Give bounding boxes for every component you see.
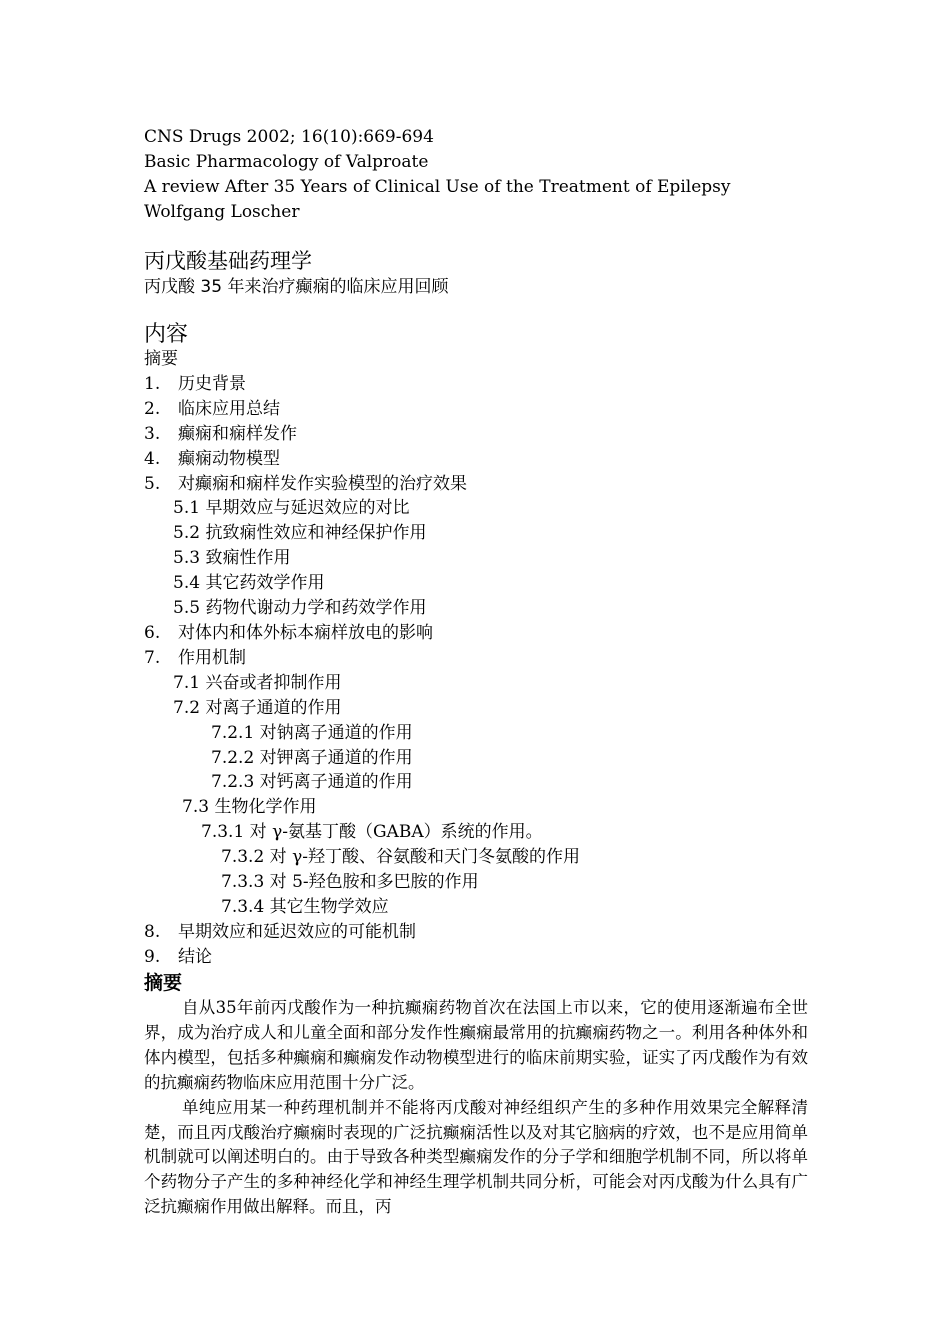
toc-number: 8.	[144, 921, 161, 942]
toc-item	[144, 472, 580, 497]
abstract-body	[144, 996, 808, 1220]
toc-subsubitem: 7.3.4 其它生物学效应	[221, 896, 389, 917]
toc-item	[144, 646, 580, 671]
toc-number: 7.	[144, 647, 161, 668]
toc-label: 对癫痫和痫样发作实验模型的治疗效果	[178, 473, 467, 494]
abstract-heading: 摘要	[144, 972, 183, 994]
toc-item	[144, 422, 580, 447]
toc-label: 结论	[178, 946, 212, 967]
toc-label: 临床应用总结	[178, 398, 280, 419]
toc-subitem: 7.3 生物化学作用	[182, 797, 317, 818]
toc-number: 1.	[144, 373, 161, 394]
article-title: Basic Pharmacology of Valproate	[144, 152, 429, 172]
toc-label: 对体内和体外标本痫样放电的影响	[178, 622, 433, 643]
toc-number: 3.	[144, 423, 161, 444]
abstract-paragraph: 单纯应用某一种药理机制并不能将丙戊酸对神经组织产生的多种作用效果完全解释清楚，而且丙戊酸治疗癫痫时表现的广泛抗癫痫活性以及对其它脑病的疗效，也不是应用简单机制就可以阐述明白的。由于导致各种类型癫痫发作的分子学和细胞学机制不同，所以将单个药物分子产生的多种神经化学和神经生理学机制共同分析，可能会对丙戊酸为什么具有广泛抗癫痫作用做出解释。而且，丙	[144, 1097, 808, 1217]
toc-item	[144, 920, 580, 945]
table-of-contents	[144, 347, 580, 970]
toc-item	[144, 621, 580, 646]
toc-subitem: 5.2 抗致痫性效应和神经保护作用	[173, 523, 427, 544]
toc-subsubitem: 7.2.1 对钠离子通道的作用	[211, 722, 413, 743]
toc-subitem: 5.1 早期效应与延迟效应的对比	[173, 498, 410, 519]
toc-subsubitem: 7.3.2 对 γ-羟丁酸、谷氨酸和天门冬氨酸的作用	[221, 847, 580, 868]
toc-item	[144, 347, 580, 372]
toc-subsubitem: 7.2.2 对钾离子通道的作用	[211, 747, 413, 768]
toc-heading: 内容	[144, 322, 189, 347]
toc-item	[144, 447, 580, 472]
toc-subitem: 5.4 其它药效学作用	[173, 573, 325, 594]
reference-block	[144, 125, 730, 225]
toc-item	[144, 372, 580, 397]
article-subtitle: A review After 35 Years of Clinical Use of the Treatment of Epilepsy	[144, 177, 731, 197]
toc-label: 历史背景	[178, 373, 246, 394]
toc-label: 癫痫动物模型	[178, 448, 280, 469]
toc-number: 9.	[144, 946, 161, 967]
chinese-subtitle: 丙戊酸 35 年来治疗癫痫的临床应用回顾	[144, 277, 449, 297]
toc-label: 摘要	[144, 349, 178, 369]
toc-subitem: 5.5 药物代谢动力学和药效学作用	[173, 598, 427, 619]
toc-subitem: 5.3 致痫性作用	[173, 548, 291, 569]
toc-item	[144, 945, 580, 970]
chinese-title: 丙戊酸基础药理学	[144, 249, 312, 273]
toc-number: 4.	[144, 448, 161, 469]
toc-number: 2.	[144, 398, 161, 419]
toc-label: 作用机制	[178, 647, 246, 668]
toc-label: 早期效应和延迟效应的可能机制	[178, 921, 416, 942]
toc-subsubitem: 7.3.1 对 γ-氨基丁酸（GABA）系统的作用。	[201, 822, 543, 843]
article-author: Wolfgang Loscher	[144, 202, 300, 222]
toc-subsubitem: 7.3.3 对 5-羟色胺和多巴胺的作用	[221, 872, 479, 893]
toc-subitem: 7.1 兴奋或者抑制作用	[173, 672, 342, 693]
toc-subitem: 7.2 对离子通道的作用	[173, 697, 342, 718]
toc-number: 5.	[144, 473, 161, 494]
toc-number: 6.	[144, 622, 161, 643]
toc-subsubitem: 7.2.3 对钙离子通道的作用	[211, 772, 413, 793]
journal-citation: CNS Drugs 2002; 16(10):669-694	[144, 127, 434, 147]
abstract-paragraph: 自从35年前丙戊酸作为一种抗癫痫药物首次在法国上市以来，它的使用逐渐遍布全世界，成为治疗成人和儿童全面和部分发作性癫痫最常用的抗癫痫药物之一。利用各种体外和体内模型，包括多种癫痫和癫痫发作动物模型进行的临床前期实验，证实了丙戊酸作为有效的抗癫痫药物临床应用范围十分广泛。	[144, 998, 808, 1092]
toc-label: 癫痫和痫样发作	[178, 423, 297, 444]
toc-item	[144, 397, 580, 422]
